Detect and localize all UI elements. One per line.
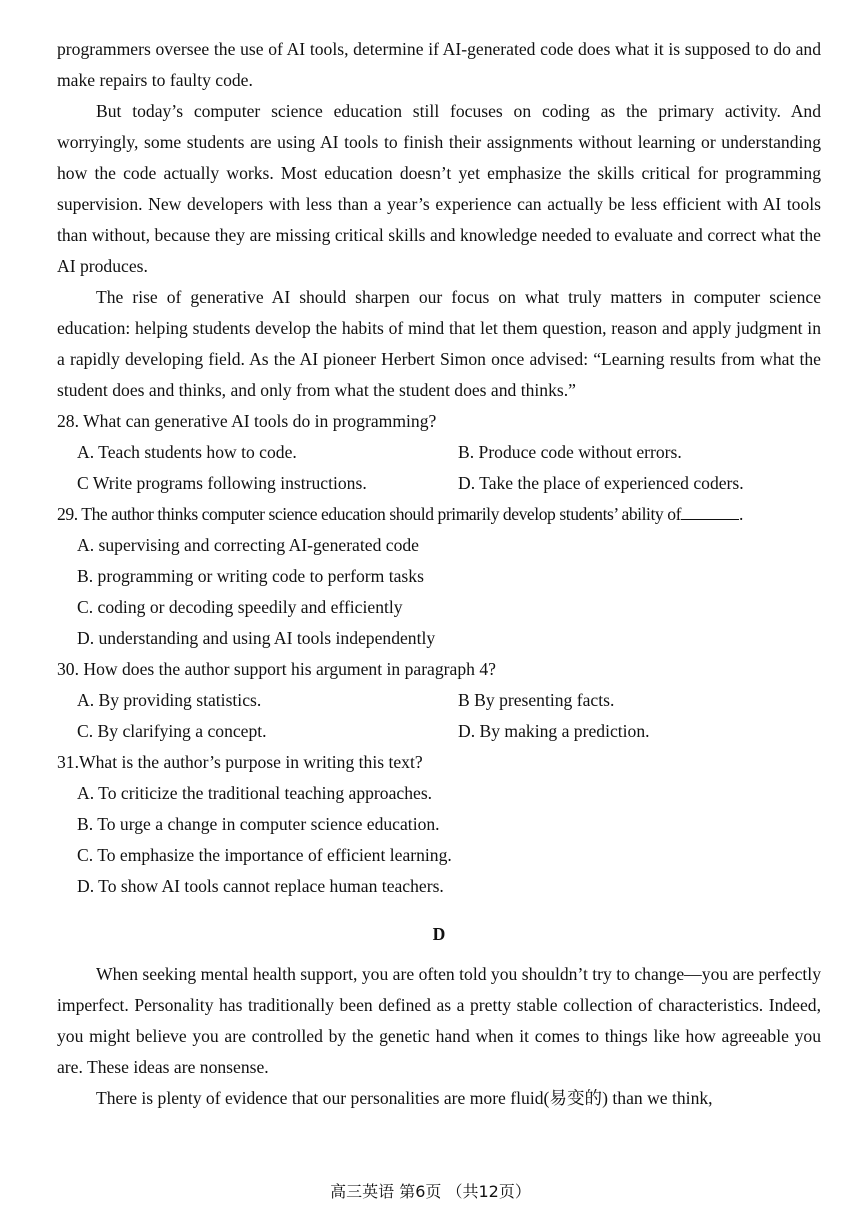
- option-d: D. understanding and using AI tools independently: [77, 628, 436, 648]
- option-b: B. Produce code without errors.: [458, 442, 682, 462]
- question-stem: 31.What is the author’s purpose in writing this text?: [57, 752, 423, 772]
- question-stem-end: .: [739, 504, 743, 524]
- passage-c-paragraph-1: programmers oversee the use of AI tools, determine if AI-generated code does what it is supposed to do and make repairs to faulty code.: [57, 39, 821, 90]
- option-d: D. By making a prediction.: [458, 721, 650, 741]
- question-stem: 30. How does the author support his argument in paragraph 4?: [57, 659, 496, 679]
- question-31: [57, 747, 821, 902]
- option-c: C Write programs following instructions.: [77, 473, 367, 493]
- option-a: A. To criticize the traditional teaching approaches.: [77, 783, 433, 803]
- option-a: A. By providing statistics.: [77, 690, 262, 710]
- question-stem: 28. What can generative AI tools do in programming?: [57, 411, 437, 431]
- question-28: [57, 406, 821, 499]
- question-29: [57, 499, 821, 654]
- option-c: C. To emphasize the importance of efficient learning.: [77, 845, 452, 865]
- passage-d-paragraph-2: There is plenty of evidence that our personalities are more fluid(易变的) than we think,: [96, 1088, 713, 1108]
- option-d: D. To show AI tools cannot replace human teachers.: [77, 876, 444, 896]
- option-c: C. coding or decoding speedily and efficiently: [77, 597, 403, 617]
- option-b: B By presenting facts.: [458, 690, 615, 710]
- option-a: A. Teach students how to code.: [77, 442, 297, 462]
- option-b: B. To urge a change in computer science education.: [77, 814, 440, 834]
- question-30: [57, 654, 821, 747]
- question-stem: [57, 499, 821, 530]
- option-d: D. Take the place of experienced coders.: [458, 473, 744, 493]
- option-a: A. supervising and correcting AI-generated code: [77, 535, 419, 555]
- option-c: C. By clarifying a concept.: [77, 721, 267, 741]
- section-heading: D: [432, 924, 446, 944]
- question-stem-text: 29. The author thinks computer science education should primarily develop students’ ability of: [57, 504, 681, 524]
- passage-c-paragraph-3: The rise of generative AI should sharpen our focus on what truly matters in computer science education: helping students develop the habits of mind that let them question, reason and apply judgment in a rapidly developing field. As the AI pioneer Herbert Simon once advised: “Learning results from what the student does and thinks, and only from what the student does and thinks.”: [57, 287, 821, 400]
- page-footer: 高三英语 第6页 （共12页）: [330, 1182, 531, 1201]
- passage-d-paragraph-1: When seeking mental health support, you are often told you shouldn’t try to change—you are perfectly imperfect. Personality has traditionally been defined as a pretty stable collection of characteristics. Indeed, you might believe you are controlled by the genetic hand when it comes to things like how agreeable you are. These ideas are nonsense.: [57, 964, 821, 1077]
- passage-c-paragraph-2: But today’s computer science education still focuses on coding as the primary activity. And worryingly, some students are using AI tools to finish their assignments without learning or understanding how the code actually works. Most education doesn’t yet emphasize the skills critical for programming supervision. New developers with less than a year’s experience can actually be less efficient with AI tools than without, because they are missing critical skills and knowledge needed to evaluate and correct what the AI produces.: [57, 101, 821, 276]
- answer-blank: [681, 503, 739, 520]
- option-b: B. programming or writing code to perform tasks: [77, 566, 424, 586]
